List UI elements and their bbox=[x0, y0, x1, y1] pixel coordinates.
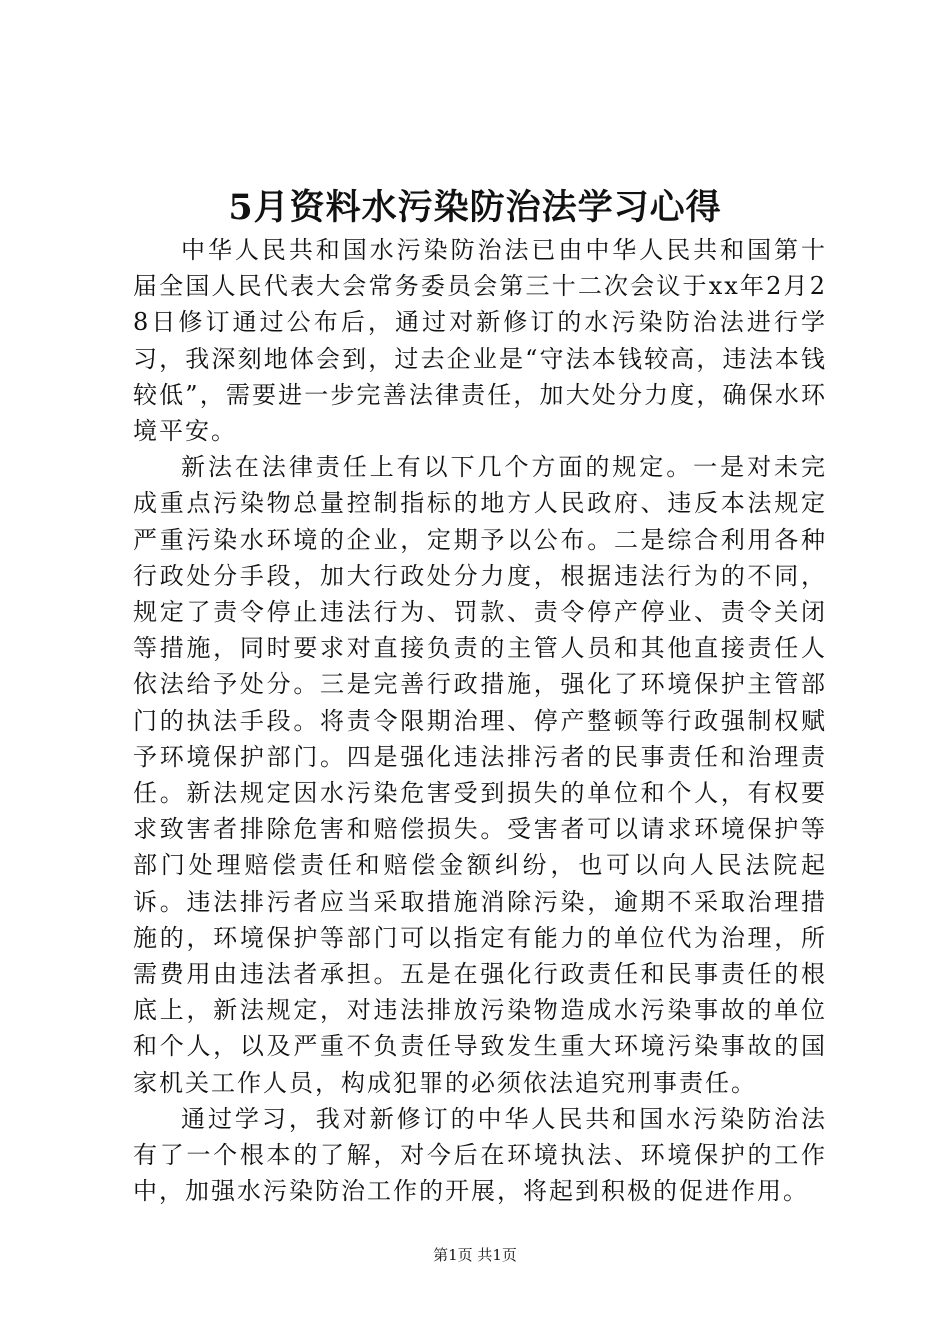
document-body bbox=[133, 232, 827, 1209]
document-title: 5月资料水污染防治法学习心得 bbox=[228, 187, 722, 228]
paragraph-intro: 中华人民共和国水污染防治法已由中华人民共和国第十届全国人民代表大会常务委员会第三十二次会议于xx年2月28日修订通过公布后，通过对新修订的水污染防治法进行学习，我深刻地体会到，过去企业是“守法本钱较高，违法本钱较低”，需要进一步完善法律责任，加大处分力度，确保水环境平安。 bbox=[133, 236, 827, 446]
paragraph-provisions: 新法在法律责任上有以下几个方面的规定。一是对未完成重点污染物总量控制指标的地方人民政府、违反本法规定严重污染水环境的企业，定期予以公布。二是综合利用各种行政处分手段，加大行政处分力度，根据违法行为的不同，规定了责令停止违法行为、罚款、责令停产停业、责令关闭等措施，同时要求对直接负责的主管人员和其他直接责任人依法给予处分。三是完善行政措施，强化了环境保护主管部门的执法手段。将责令限期治理、停产整顿等行政强制权赋予环境保护部门。四是强化违法排污者的民事责任和治理责任。新法规定因水污染危害受到损失的单位和个人，有权要求致害者排除危害和赔偿损失。受害者可以请求环境保护等部门处理赔偿责任和赔偿金额纠纷，也可以向人民法院起诉。违法排污者应当采取措施消除污染，逾期不采取治理措施的，环境保护等部门可以指定有能力的单位代为治理，所需费用由违法者承担。五是在强化行政责任和民事责任的根底上，新法规定，对违法排放污染物造成水污染事故的单位和个人，以及严重不负责任导致发生重大环境污染事故的国家机关工作人员，构成犯罪的必须依法追究刑事责任。 bbox=[133, 453, 827, 1097]
paragraph-conclusion: 通过学习，我对新修订的中华人民共和国水污染防治法有了一个根本的了解，对今后在环境执法、环境保护的工作中，加强水污染防治工作的开展，将起到积极的促进作用。 bbox=[133, 1104, 827, 1206]
page-footer: 第1页 共1页 bbox=[433, 1246, 517, 1264]
